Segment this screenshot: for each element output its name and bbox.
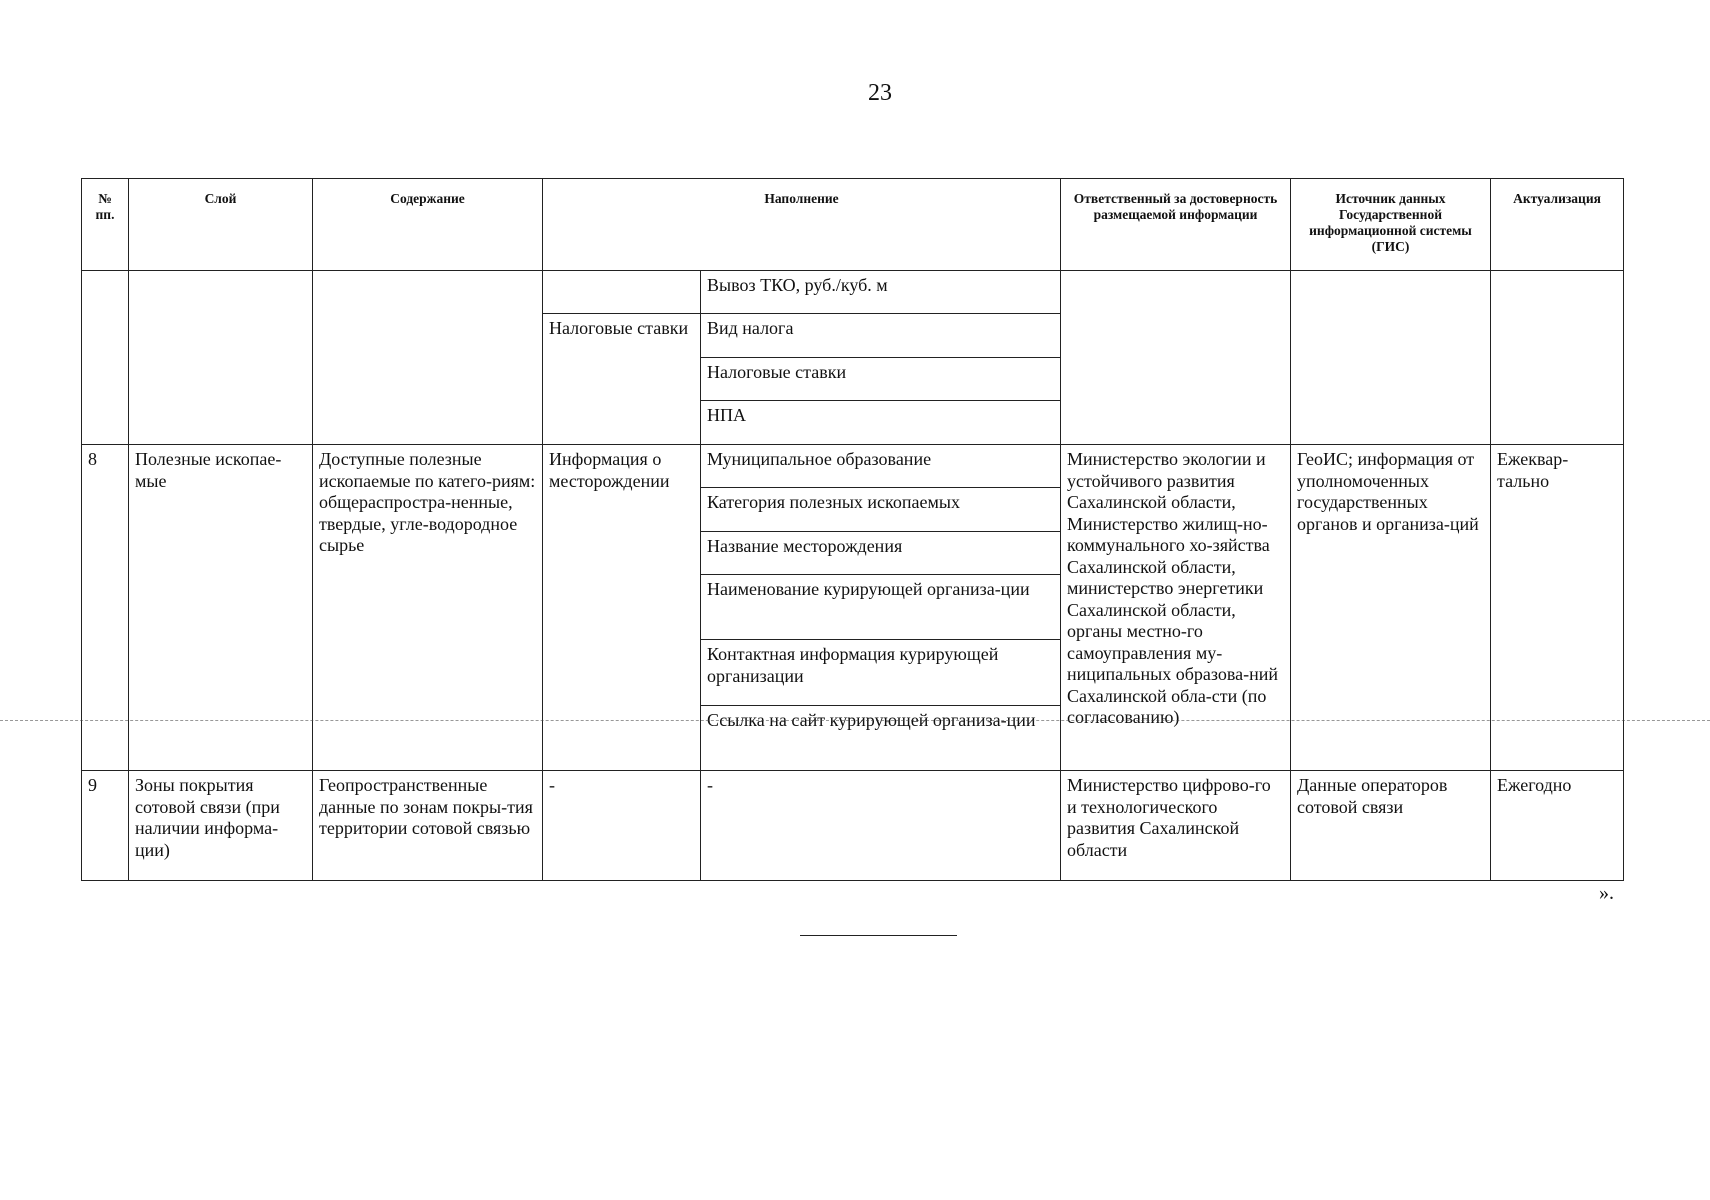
header-update: Актуализация xyxy=(1491,179,1624,271)
row8-item: Наименование курирующей организа-ции xyxy=(701,575,1061,640)
header-responsible: Ответственный за достоверность размещаемой информации xyxy=(1061,179,1291,271)
group-tax-rates: Налоговые ставки xyxy=(543,314,701,445)
header-source: Источник данных Государственной информационной системы (ГИС) xyxy=(1291,179,1491,271)
end-rule xyxy=(800,935,957,936)
row8-update: Ежеквар-тально xyxy=(1491,445,1624,771)
row9-content: Геопространственные данные по зонам покры-тия территории сотовой связью xyxy=(313,771,543,881)
row8-item: Ссылка на сайт курирующей организа-ции xyxy=(701,706,1061,771)
row9-item: - xyxy=(701,771,1061,881)
table-row xyxy=(82,445,1624,488)
cont-group-cell xyxy=(543,271,701,314)
page-number: 23 xyxy=(868,80,892,106)
row9-layer: Зоны покрытия сотовой связи (при наличии информа-ции) xyxy=(129,771,313,881)
item-tax-type: Вид налога xyxy=(701,314,1061,358)
row9-num: 9 xyxy=(82,771,129,881)
header-num: № пп. xyxy=(82,179,129,271)
row8-responsible: Министерство экологии и устойчивого развития Сахалинской области, Министерство жилищ-но-коммунального хо-зяйства Сахалинской области, министерство энергетики Сахалинской области, органы местно-го самоуправления му-ниципальных образова-ний Сахалинской обла-сти (по согласованию) xyxy=(1061,445,1291,771)
row8-content: Доступные полезные ископаемые по катего-риям: общераспростра-ненные, твердые, угле-водородное сырье xyxy=(313,445,543,771)
cont-layer-cell xyxy=(129,271,313,445)
register-table xyxy=(81,178,1624,881)
table-row xyxy=(82,271,1624,314)
row8-item: Муниципальное образование xyxy=(701,445,1061,488)
header-layer: Слой xyxy=(129,179,313,271)
row8-item: Название месторождения xyxy=(701,532,1061,575)
row8-layer: Полезные ископае-мые xyxy=(129,445,313,771)
cont-content-cell xyxy=(313,271,543,445)
row9-source: Данные операторов сотовой связи xyxy=(1291,771,1491,881)
item-tax-rates: Налоговые ставки xyxy=(701,358,1061,401)
header-filling: Наполнение xyxy=(543,179,1061,271)
row8-item: Категория полезных ископаемых xyxy=(701,488,1061,532)
cont-responsible-cell xyxy=(1061,271,1291,445)
row8-group: Информация о месторождении xyxy=(543,445,701,771)
table-row xyxy=(82,771,1624,881)
cont-source-cell xyxy=(1291,271,1491,445)
item-waste-removal: Вывоз ТКО, руб./куб. м xyxy=(701,271,1061,314)
cont-update-cell xyxy=(1491,271,1624,445)
row9-responsible: Министерство цифрово-го и технологического развития Сахалинской области xyxy=(1061,771,1291,881)
header-row xyxy=(82,179,1624,271)
scan-artifact-line xyxy=(0,720,1710,721)
row8-item: Контактная информация курирующей организации xyxy=(701,640,1061,706)
item-npa: НПА xyxy=(701,401,1061,445)
row8-source: ГеоИС; информация от уполномоченных государственных органов и организа-ций xyxy=(1291,445,1491,771)
closing-quote-mark: ». xyxy=(1599,882,1614,904)
row8-num: 8 xyxy=(82,445,129,771)
cont-num-cell xyxy=(82,271,129,445)
header-content: Содержание xyxy=(313,179,543,271)
row9-group: - xyxy=(543,771,701,881)
row9-update: Ежегодно xyxy=(1491,771,1624,881)
